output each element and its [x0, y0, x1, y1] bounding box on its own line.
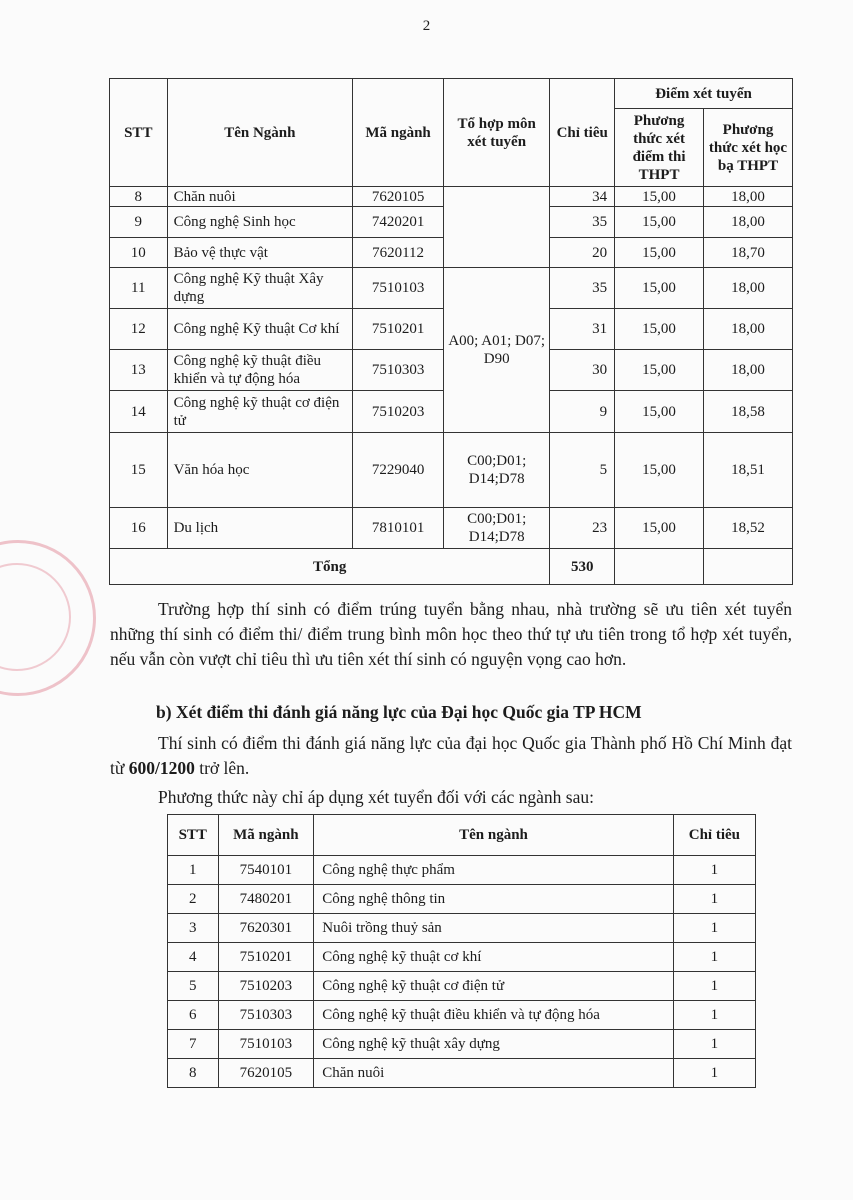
- row-to-hop: C00;D01; D14;D78: [444, 508, 550, 549]
- row-stt: 15: [110, 433, 168, 508]
- row-ten-nganh: Công nghệ Sinh học: [167, 207, 353, 238]
- header-stt: STT: [168, 815, 219, 856]
- table-row: [168, 943, 756, 972]
- table-row: [110, 268, 793, 309]
- row-diem-hoc-ba: 18,70: [704, 238, 793, 268]
- row-stt: 12: [110, 309, 168, 350]
- threshold-text-pre: Thí sinh có điểm thi đánh giá năng lực của đại học Quốc gia Thành phố Hồ Chí Minh đạt từ: [110, 733, 792, 778]
- row-ma-nganh: 7620301: [218, 914, 314, 943]
- row-ma-nganh: 7420201: [353, 207, 444, 238]
- row-diem-hoc-ba: 18,00: [704, 187, 793, 207]
- row-diem-hoc-ba: 18,00: [704, 268, 793, 309]
- row-diem-hoc-ba: 18,00: [704, 309, 793, 350]
- row-ma-nganh: 7229040: [353, 433, 444, 508]
- header-chi-tieu: Chỉ tiêu: [550, 79, 615, 187]
- row-chi-tieu: 1: [673, 972, 755, 1001]
- row-stt: 8: [168, 1059, 219, 1088]
- header-diem-xet-tuyen: Điểm xét tuyển: [615, 79, 793, 109]
- table-row: [168, 885, 756, 914]
- row-ma-nganh: 7510203: [218, 972, 314, 1001]
- row-ma-nganh: 7510303: [218, 1001, 314, 1030]
- row-ma-nganh: 7510103: [353, 268, 444, 309]
- row-diem-hoc-ba: 18,51: [704, 433, 793, 508]
- row-ten-nganh: Công nghệ kỹ thuật điều khiển và tự động hóa: [167, 350, 353, 391]
- row-ma-nganh: 7510303: [353, 350, 444, 391]
- paragraph-tie-break: Trường hợp thí sinh có điểm trúng tuyển bằng nhau, nhà trường sẽ ưu tiên xét tuyển những thí sinh có điểm thi/ điểm trung bình môn học theo thứ tự ưu tiên trong tổ hợp xét tuyển, nếu vẫn còn vượt chỉ tiêu thì ưu tiên xét thí sinh có nguyện vọng cao hơn.: [110, 599, 792, 669]
- header-phuong-thuc-hoc-ba: Phương thức xét học bạ THPT: [704, 109, 793, 187]
- row-ten-nganh: Công nghệ Kỹ thuật Xây dựng: [167, 268, 353, 309]
- row-chi-tieu: 1: [673, 1001, 755, 1030]
- header-chi-tieu: Chỉ tiêu: [673, 815, 755, 856]
- row-ten-nganh: Công nghệ kỹ thuật cơ khí: [314, 943, 674, 972]
- row-ma-nganh: 7620105: [353, 187, 444, 207]
- total-row: [110, 549, 793, 585]
- row-chi-tieu: 1: [673, 1030, 755, 1059]
- admission-scores-table: [109, 78, 793, 585]
- row-ten-nganh: Công nghệ thông tin: [314, 885, 674, 914]
- table-row: [168, 856, 756, 885]
- row-chi-tieu: 1: [673, 885, 755, 914]
- row-diem-thi: 15,00: [615, 350, 704, 391]
- row-ten-nganh: Công nghệ kỹ thuật điều khiển và tự động hóa: [314, 1001, 674, 1030]
- row-stt: 13: [110, 350, 168, 391]
- red-seal-stamp: [0, 540, 96, 696]
- row-ma-nganh: 7620112: [353, 238, 444, 268]
- row-ten-nganh: Văn hóa học: [167, 433, 353, 508]
- header-ma-nganh: Mã ngành: [353, 79, 444, 187]
- row-to-hop-empty: [444, 187, 550, 268]
- row-diem-hoc-ba: 18,58: [704, 391, 793, 433]
- header-phuong-thuc-thi: Phương thức xét điểm thi THPT: [615, 109, 704, 187]
- header-stt: STT: [110, 79, 168, 187]
- row-diem-thi: 15,00: [615, 238, 704, 268]
- row-stt: 3: [168, 914, 219, 943]
- nang-luc-majors-table: [167, 814, 756, 1088]
- threshold-score: 600/1200: [128, 758, 195, 778]
- row-stt: 14: [110, 391, 168, 433]
- row-ten-nganh: Du lịch: [167, 508, 353, 549]
- row-ma-nganh: 7510201: [218, 943, 314, 972]
- row-stt: 10: [110, 238, 168, 268]
- table-row: [168, 1030, 756, 1059]
- row-diem-hoc-ba: 18,00: [704, 350, 793, 391]
- table-row: [110, 187, 793, 207]
- row-ma-nganh: 7540101: [218, 856, 314, 885]
- page-number: 2: [422, 18, 431, 34]
- row-chi-tieu: 5: [550, 433, 615, 508]
- row-ma-nganh: 7810101: [353, 508, 444, 549]
- row-chi-tieu: 1: [673, 856, 755, 885]
- table-row: [168, 1001, 756, 1030]
- row-stt: 5: [168, 972, 219, 1001]
- row-chi-tieu: 23: [550, 508, 615, 549]
- row-ma-nganh: 7510201: [353, 309, 444, 350]
- red-seal-inner-ring: [0, 563, 71, 671]
- row-chi-tieu: 34: [550, 187, 615, 207]
- row-ten-nganh: Công nghệ kỹ thuật xây dựng: [314, 1030, 674, 1059]
- row-chi-tieu: 1: [673, 914, 755, 943]
- row-chi-tieu: 35: [550, 268, 615, 309]
- row-to-hop: C00;D01; D14;D78: [444, 433, 550, 508]
- total-value: 530: [550, 549, 615, 585]
- row-diem-hoc-ba: 18,00: [704, 207, 793, 238]
- row-ma-nganh: 7510103: [218, 1030, 314, 1059]
- row-ma-nganh: 7620105: [218, 1059, 314, 1088]
- row-to-hop-group: A00; A01; D07; D90: [444, 268, 550, 433]
- row-ma-nganh: 7480201: [218, 885, 314, 914]
- row-diem-hoc-ba: 18,52: [704, 508, 793, 549]
- row-diem-thi: 15,00: [615, 187, 704, 207]
- row-ten-nganh: Chăn nuôi: [314, 1059, 674, 1088]
- row-stt: 1: [168, 856, 219, 885]
- row-diem-thi: 15,00: [615, 309, 704, 350]
- row-diem-thi: 15,00: [615, 508, 704, 549]
- row-ten-nganh: Công nghệ kỹ thuật cơ điện tử: [314, 972, 674, 1001]
- row-stt: 11: [110, 268, 168, 309]
- row-ten-nganh: Công nghệ thực phẩm: [314, 856, 674, 885]
- table-row: [110, 508, 793, 549]
- row-ma-nganh: 7510203: [353, 391, 444, 433]
- header-ten-nganh: Tên Ngành: [167, 79, 353, 187]
- row-chi-tieu: 1: [673, 943, 755, 972]
- row-stt: 9: [110, 207, 168, 238]
- paragraph-apply-note: Phương thức này chỉ áp dụng xét tuyển đối với các ngành sau:: [158, 787, 594, 807]
- row-chi-tieu: 35: [550, 207, 615, 238]
- row-diem-thi: 15,00: [615, 207, 704, 238]
- row-diem-thi: 15,00: [615, 268, 704, 309]
- total-empty-1: [615, 549, 704, 585]
- header-ten-nganh: Tên ngành: [314, 815, 674, 856]
- header-to-hop: Tổ hợp môn xét tuyển: [444, 79, 550, 187]
- row-ten-nganh: Bảo vệ thực vật: [167, 238, 353, 268]
- row-chi-tieu: 9: [550, 391, 615, 433]
- row-stt: 8: [110, 187, 168, 207]
- row-ten-nganh: Công nghệ kỹ thuật cơ điện tử: [167, 391, 353, 433]
- section-b-title: b) Xét điểm thi đánh giá năng lực của Đại học Quốc gia TP HCM: [156, 702, 642, 722]
- row-chi-tieu: 20: [550, 238, 615, 268]
- table-row: [168, 914, 756, 943]
- table-row: [168, 1059, 756, 1088]
- row-ten-nganh: Công nghệ Kỹ thuật Cơ khí: [167, 309, 353, 350]
- row-stt: 7: [168, 1030, 219, 1059]
- threshold-text-post: trở lên.: [194, 758, 250, 778]
- total-empty-2: [704, 549, 793, 585]
- table-row: [168, 972, 756, 1001]
- header-ma-nganh: Mã ngành: [218, 815, 314, 856]
- table-row: [110, 433, 793, 508]
- row-stt: 2: [168, 885, 219, 914]
- row-diem-thi: 15,00: [615, 391, 704, 433]
- row-stt: 6: [168, 1001, 219, 1030]
- row-stt: 16: [110, 508, 168, 549]
- total-label: Tổng: [110, 549, 550, 585]
- row-diem-thi: 15,00: [615, 433, 704, 508]
- row-ten-nganh: Chăn nuôi: [167, 187, 353, 207]
- row-chi-tieu: 31: [550, 309, 615, 350]
- paragraph-threshold: [110, 731, 792, 781]
- row-chi-tieu: 30: [550, 350, 615, 391]
- row-chi-tieu: 1: [673, 1059, 755, 1088]
- row-stt: 4: [168, 943, 219, 972]
- row-ten-nganh: Nuôi trồng thuỷ sản: [314, 914, 674, 943]
